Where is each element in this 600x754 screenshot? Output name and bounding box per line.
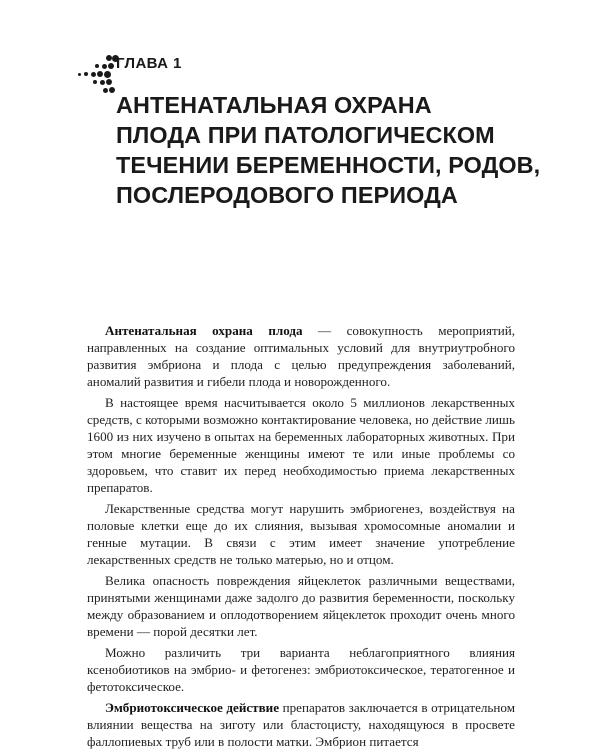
chapter-title-line: ТЕЧЕНИИ БЕРЕМЕННОСТИ, РОДОВ, [116, 152, 541, 178]
ornament-dot [78, 73, 81, 76]
ornament-dot [102, 64, 107, 69]
paragraph [87, 644, 515, 695]
ornament-dot [93, 80, 97, 84]
paragraph [87, 699, 515, 750]
ornament-dot [104, 71, 111, 78]
ornament-dot [109, 87, 115, 93]
paragraph-text: препаратов заключается в отрицательном влиянии вещества на зиготу или бластоцисту, находящуюся в просвете фаллопиевых труб или в полости матки. Эмбрион питается [87, 700, 515, 749]
chapter-title-line: ПОСЛЕРОДОВОГО ПЕРИОДА [116, 182, 458, 208]
ornament-dot [103, 88, 108, 93]
ornament-dot [97, 71, 103, 77]
body-text [87, 322, 515, 754]
paragraph-text: Лекарственные средства могут нарушить эмбриогенез, воздействуя на половые клетки еще до их слияния, вызывая хромосомные аномалии и генные мутации. В связи с этим имеет значение употребление лекарственных средств не только матерью, но и отцом. [87, 501, 515, 567]
ornament-dot [95, 64, 99, 68]
term-bold: Антенатальная охрана плода [105, 323, 303, 338]
chapter-title-line: ПЛОДА ПРИ ПАТОЛОГИЧЕСКОМ [116, 122, 495, 148]
term-bold: Эмбриотоксическое действие [105, 700, 280, 715]
ornament-dot [84, 72, 88, 76]
ornament-dot [106, 79, 112, 85]
paragraph-text: — совокупность мероприятий, направленных на создание оптимальных условий для внутриутробного развития эмбриона и плода с целью предупреждения заболеваний, аномалий развития и гибели плода и новорожденного. [87, 323, 515, 389]
chapter-label: ГЛАВА 1 [116, 55, 182, 72]
ornament-dot [91, 72, 96, 77]
paragraph [87, 394, 515, 496]
paragraph-text: Можно различить три варианта неблагоприятного влияния ксенобиотиков на эмбрио- и фетогенез: эмбриотоксическое, тератогенное и фетотоксическое. [87, 645, 515, 694]
chapter-title [116, 90, 556, 210]
paragraph-text: Велика опасность повреждения яйцеклеток различными веществами, принятыми женщинами даже задолго до развития беременности, поскольку между образованием и оплодотворением яйцеклеток проходит очень много времени — порой десятки лет. [87, 573, 515, 639]
ornament-dot [100, 80, 105, 85]
paragraph [87, 322, 515, 390]
paragraph-text: В настоящее время насчитывается около 5 миллионов лекарственных средств, с которыми возможно контактирование человека, но действие лишь 1600 из них изучено в опытах на беременных лабораторных животных. При этом многие беременные женщины имеют те или иные проблемы со здоровьем, что ставит их перед необходимостью приема лекарственных препаратов. [87, 395, 515, 495]
paragraph [87, 572, 515, 640]
chapter-title-line: АНТЕНАТАЛЬНАЯ ОХРАНА [116, 92, 432, 118]
dotted-ornament [75, 55, 119, 101]
ornament-dot [108, 63, 114, 69]
paragraph [87, 500, 515, 568]
